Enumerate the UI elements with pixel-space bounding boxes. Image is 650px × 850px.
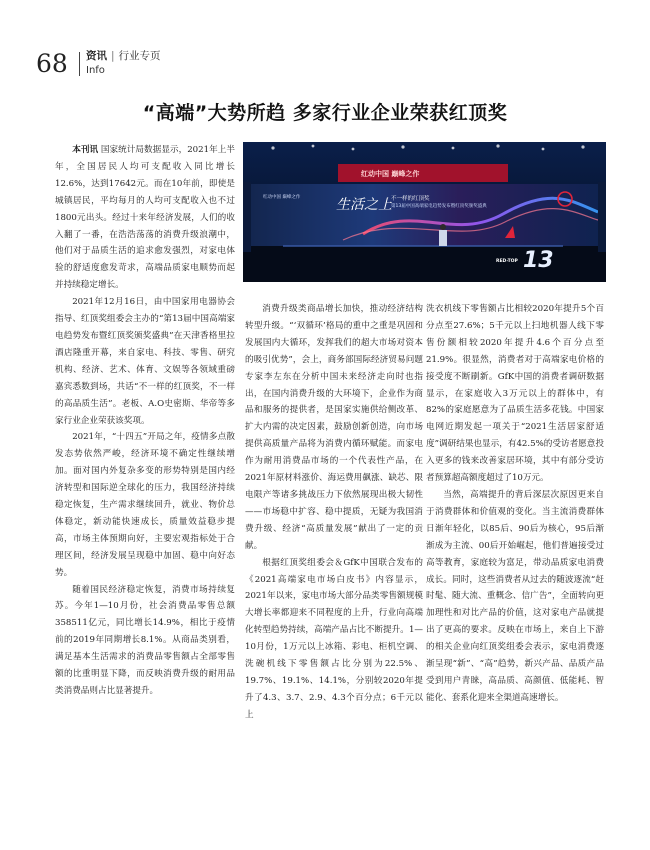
paragraph: 当然，高端提升的背后深层次原因更来自于消费群体和价值观的变化。当主流消费群体日渐年轻化，以85后、90后为核心，95后渐渐成为主流、00后开始崛起，他们普遍接受过高等教育，家庭较为富足，带动品质家电消费成长。同时，这些消费者从过去的随波逐流“赶时髦、随大流、重概念、信广告”，全面转向更加理性和对比产品的价值，这对家电产品就提出了更高的要求。反映在市场上，来自上下游的相关企业向红顶奖组委会表示，家电消费逐渐呈现“新”、“高”趋势，新兴产品、品质产品受到用户青睐，高品质、高颜值、低能耗、智能化、套系化迎来全渠道高速增长。 (426, 489, 604, 703)
photo-slogan: 生活之上 (336, 197, 392, 213)
photo-event-line1: 不一样的红顶奖 (391, 196, 430, 202)
section-sub: 行业专页 (118, 50, 161, 62)
header-divider (79, 52, 80, 76)
paragraph: 消费升级类商品增长加快，推动经济结构转型升级。“‘双循环’格局的重中之重是巩固和发展国内大循环，发挥我们的超大市场对资本的吸引优势”，会上，商务部国际经济贸易问题专家李左东在分析中国未来经济走向时也指出，在国内消费升级的大环境下，企业作为商品和服务的提供者，是国家实施供给侧改革、扩大内需的决定因素，鼓励创新创造，向市场提供高质量产品将为消费内循环赋能。而家电作为耐用消费品市场的一个代表性产品，在2021年原材料涨价、海运费用飙涨、缺芯、限电限产等诸多挑战压力下依然展现出极大韧性——市场稳中扩容、稳中提质，无疑为我国消费升级、经济“高质量发展”献出了一定的贡献。 (245, 304, 423, 551)
paragraph-text: 国家统计局数据显示，2021年上半年，全国居民人均可支配收入同比增长12.6%，达到17642元。而在10年前，即使是城镇居民，平均每月的人均可支配收入也不过1800元出头。经过十来年经济发展，人们的收入翻了一番，在浩浩荡荡的消费升级浪潮中，他们对于品质生活的追求愈发强烈，对家电体验的舒适度愈发苛求，高端品质家电顺势而起并持续稳定增长。 (55, 145, 235, 291)
article-column-2 (245, 301, 423, 724)
photo-event-line2: 第13届中国高端家电趋势发布暨红顶奖颁奖盛典 (391, 204, 487, 209)
paragraph: 2021年12月16日，由中国家用电器协会指导、红顶奖组委会主办的“第13届中国高端家电趋势发布暨红顶奖颁奖盛典”在天津香格里拉酒店隆重开幕，来自家电、科技、零售、研究机构、经济、艺术、体育、文娱等各领域重磅嘉宾悉数到场，共话“不一样的红顶奖，不一样的高品质生活”。老板、A.O史密斯、华帝等多家行业企业荣获该奖项。 (55, 297, 235, 426)
paragraph: 根据红顶奖组委会＆GfK中国联合发布的《2021高端家电市场白皮书》内容显示，2021年以来，家电市场大部分品类零售额规模大增长率都迎来不同程度的上升，行业向高端化转型趋势持续，高端产品占比不断提升。1—10月份，1万元以上冰箱、彩电、柜机空调、洗碗机线下零售额占比分别为22.5%、19.7%、19.1%、14.1%，分别较2020年提升了4.3、3.7、2.9、4.3个百分点；6千元以上 (245, 557, 423, 720)
photo-number: 13 (523, 248, 554, 273)
section-en: Info (86, 65, 105, 76)
article-column-3 (426, 301, 604, 707)
section-separator: | (111, 50, 115, 62)
paragraph: 随着国民经济稳定恢复，消费市场持续复苏。今年1—10月份，社会消费品零售总额358511亿元，同比增长14.9%，相比于疫情前的2019年同期增长8.1%。从商品类别看，满足基本生活需求的消费品零售额占全部零售额的比重明显下降，而反映消费升级的耐用品类消费品则占比显著提升。 (55, 584, 235, 696)
event-photo (243, 142, 606, 282)
photo-left-caption: 红动中国 巅峰之作 (263, 195, 301, 200)
section-label (86, 48, 161, 63)
article-lead: 本刊讯 (72, 145, 99, 155)
article-headline: “高端”大势所趋 多家行业企业荣获红顶奖 (142, 102, 508, 124)
section-cn: 资讯 (86, 50, 107, 62)
photo-logo-text: RED-TOP (496, 259, 518, 264)
paragraph: 2021年，“十四五”开局之年，疫情多点散发态势依然严峻，经济环境不确定性继续增加。面对国内外复杂多变的形势特别是国内经济转型和国际逆全球化的压力，我国经济持续稳定恢复，生产需求继续回升，就业、物价总体稳定，新动能快速成长，质量效益稳步提高，市场主体预期向好，主要宏观指标处于合理区间，经济发展呈现稳中加固、稳中向好态势。 (55, 432, 235, 578)
paragraph: 洗衣机线下零售额占比相较2020年提升5个百分点至27.6%；5千元以上扫地机器人线下零售份额相较2020年提升4.6个百分点至21.9%。很显然，消费者对于高端家电价格的接受度不断刷新。GfK中国的消费者调研数据显示，在家庭收入3万元以上的群体中，有82%的家庭愿意为了品质生活多花钱。中国家电网近期发起一项关于“2021生活居家舒适度”调研结果也显示，有42.5%的受访者愿意投入更多的钱来改善家居环境，其中有部分受访者预算超高额度超过了10万元。 (426, 304, 604, 484)
paragraph (55, 142, 235, 294)
article-column-1 (55, 142, 235, 700)
photo-banner: 红动中国 巅峰之作 (361, 170, 420, 178)
page-number: 68 (36, 49, 68, 78)
